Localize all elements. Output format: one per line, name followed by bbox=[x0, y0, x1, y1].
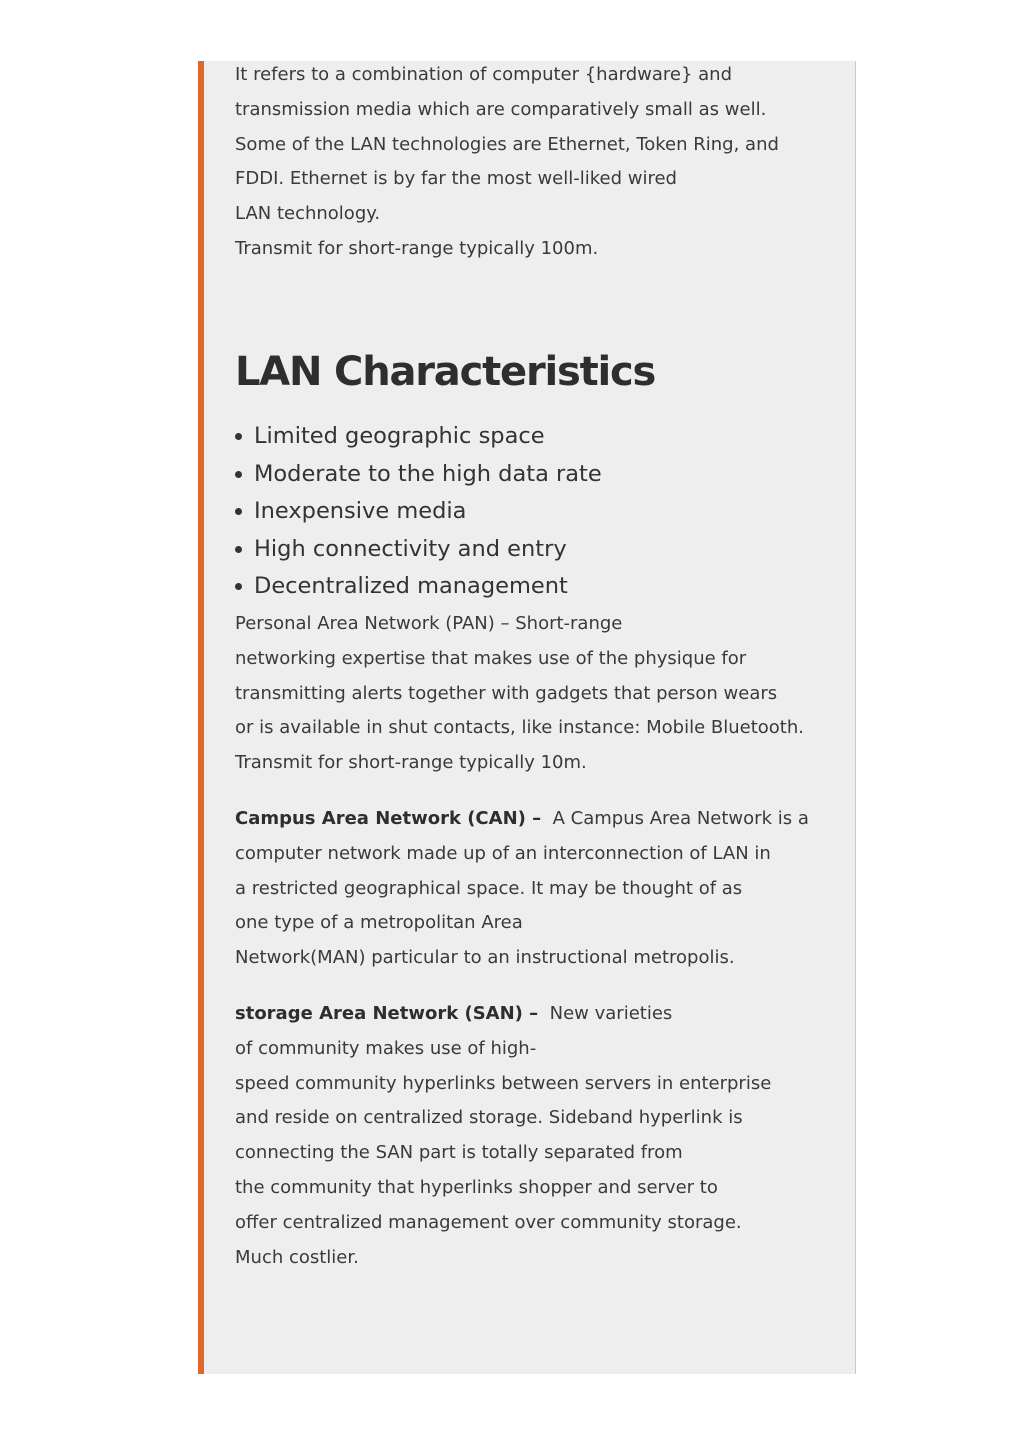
text-line bbox=[235, 802, 809, 837]
content-panel bbox=[198, 61, 856, 1374]
bullet-icon bbox=[235, 583, 242, 590]
section-heading: LAN Characteristics bbox=[235, 349, 656, 395]
text-line: of community makes use of high- bbox=[235, 1037, 537, 1059]
text-line: the community that hyperlinks shopper and server to bbox=[235, 1176, 718, 1198]
bullet-icon bbox=[235, 471, 242, 478]
san-paragraph bbox=[235, 997, 771, 1275]
text-line: connecting the SAN part is totally separated from bbox=[235, 1142, 683, 1164]
list-item-label: Inexpensive media bbox=[254, 498, 467, 524]
text-line: Personal Area Network (PAN) – Short-range bbox=[235, 613, 623, 634]
text-line: a restricted geographical space. It may be thought of as bbox=[235, 877, 743, 899]
text-line: Network(MAN) particular to an instructional metropolis. bbox=[235, 947, 735, 969]
can-paragraph bbox=[235, 802, 809, 976]
characteristics-list bbox=[235, 418, 602, 606]
text-line: Much costlier. bbox=[235, 1246, 359, 1268]
list-item bbox=[235, 456, 602, 494]
text-line: speed community hyperlinks between servers in enterprise bbox=[235, 1072, 772, 1094]
text-line: transmitting alerts together with gadgets that person wears bbox=[235, 682, 778, 704]
text-line: transmission media which are comparatively small as well. bbox=[235, 98, 767, 120]
san-definition-start: New varieties bbox=[549, 1003, 673, 1024]
can-definition-start: A Campus Area Network is a bbox=[552, 808, 809, 829]
list-item-label: Moderate to the high data rate bbox=[254, 460, 602, 487]
list-item bbox=[235, 493, 602, 531]
text-line: Some of the LAN technologies are Ethernet, Token Ring, and bbox=[235, 133, 779, 155]
list-item-label: Limited geographic space bbox=[254, 423, 545, 449]
text-line: one type of a metropolitan Area bbox=[235, 912, 523, 934]
text-line: Transmit for short-range typically 100m. bbox=[235, 237, 599, 259]
text-line: FDDI. Ethernet is by far the most well-liked wired bbox=[235, 168, 677, 190]
text-line: Transmit for short-range typically 10m. bbox=[235, 752, 587, 774]
text-line: offer centralized management over community storage. bbox=[235, 1211, 742, 1233]
pan-paragraph bbox=[235, 607, 804, 781]
bullet-icon bbox=[235, 508, 242, 515]
lan-intro-paragraph bbox=[235, 58, 779, 267]
text-line: LAN technology. bbox=[235, 203, 381, 225]
text-line: or is available in shut contacts, like instance: Mobile Bluetooth. bbox=[235, 717, 804, 739]
list-item bbox=[235, 568, 602, 606]
text-line: computer network made up of an interconnection of LAN in bbox=[235, 842, 771, 864]
list-item bbox=[235, 531, 602, 569]
san-term: storage Area Network (SAN) – bbox=[235, 1003, 539, 1024]
text-line: It refers to a combination of computer {hardware} and bbox=[235, 64, 733, 85]
list-item-label: High connectivity and entry bbox=[254, 535, 567, 562]
text-line bbox=[235, 997, 771, 1032]
bullet-icon bbox=[235, 433, 242, 440]
bullet-icon bbox=[235, 546, 242, 553]
list-item-label: Decentralized management bbox=[254, 573, 568, 599]
text-line: and reside on centralized storage. Sideband hyperlink is bbox=[235, 1107, 743, 1129]
text-line: networking expertise that makes use of the physique for bbox=[235, 647, 747, 669]
list-item bbox=[235, 418, 602, 456]
can-term: Campus Area Network (CAN) – bbox=[235, 808, 542, 829]
